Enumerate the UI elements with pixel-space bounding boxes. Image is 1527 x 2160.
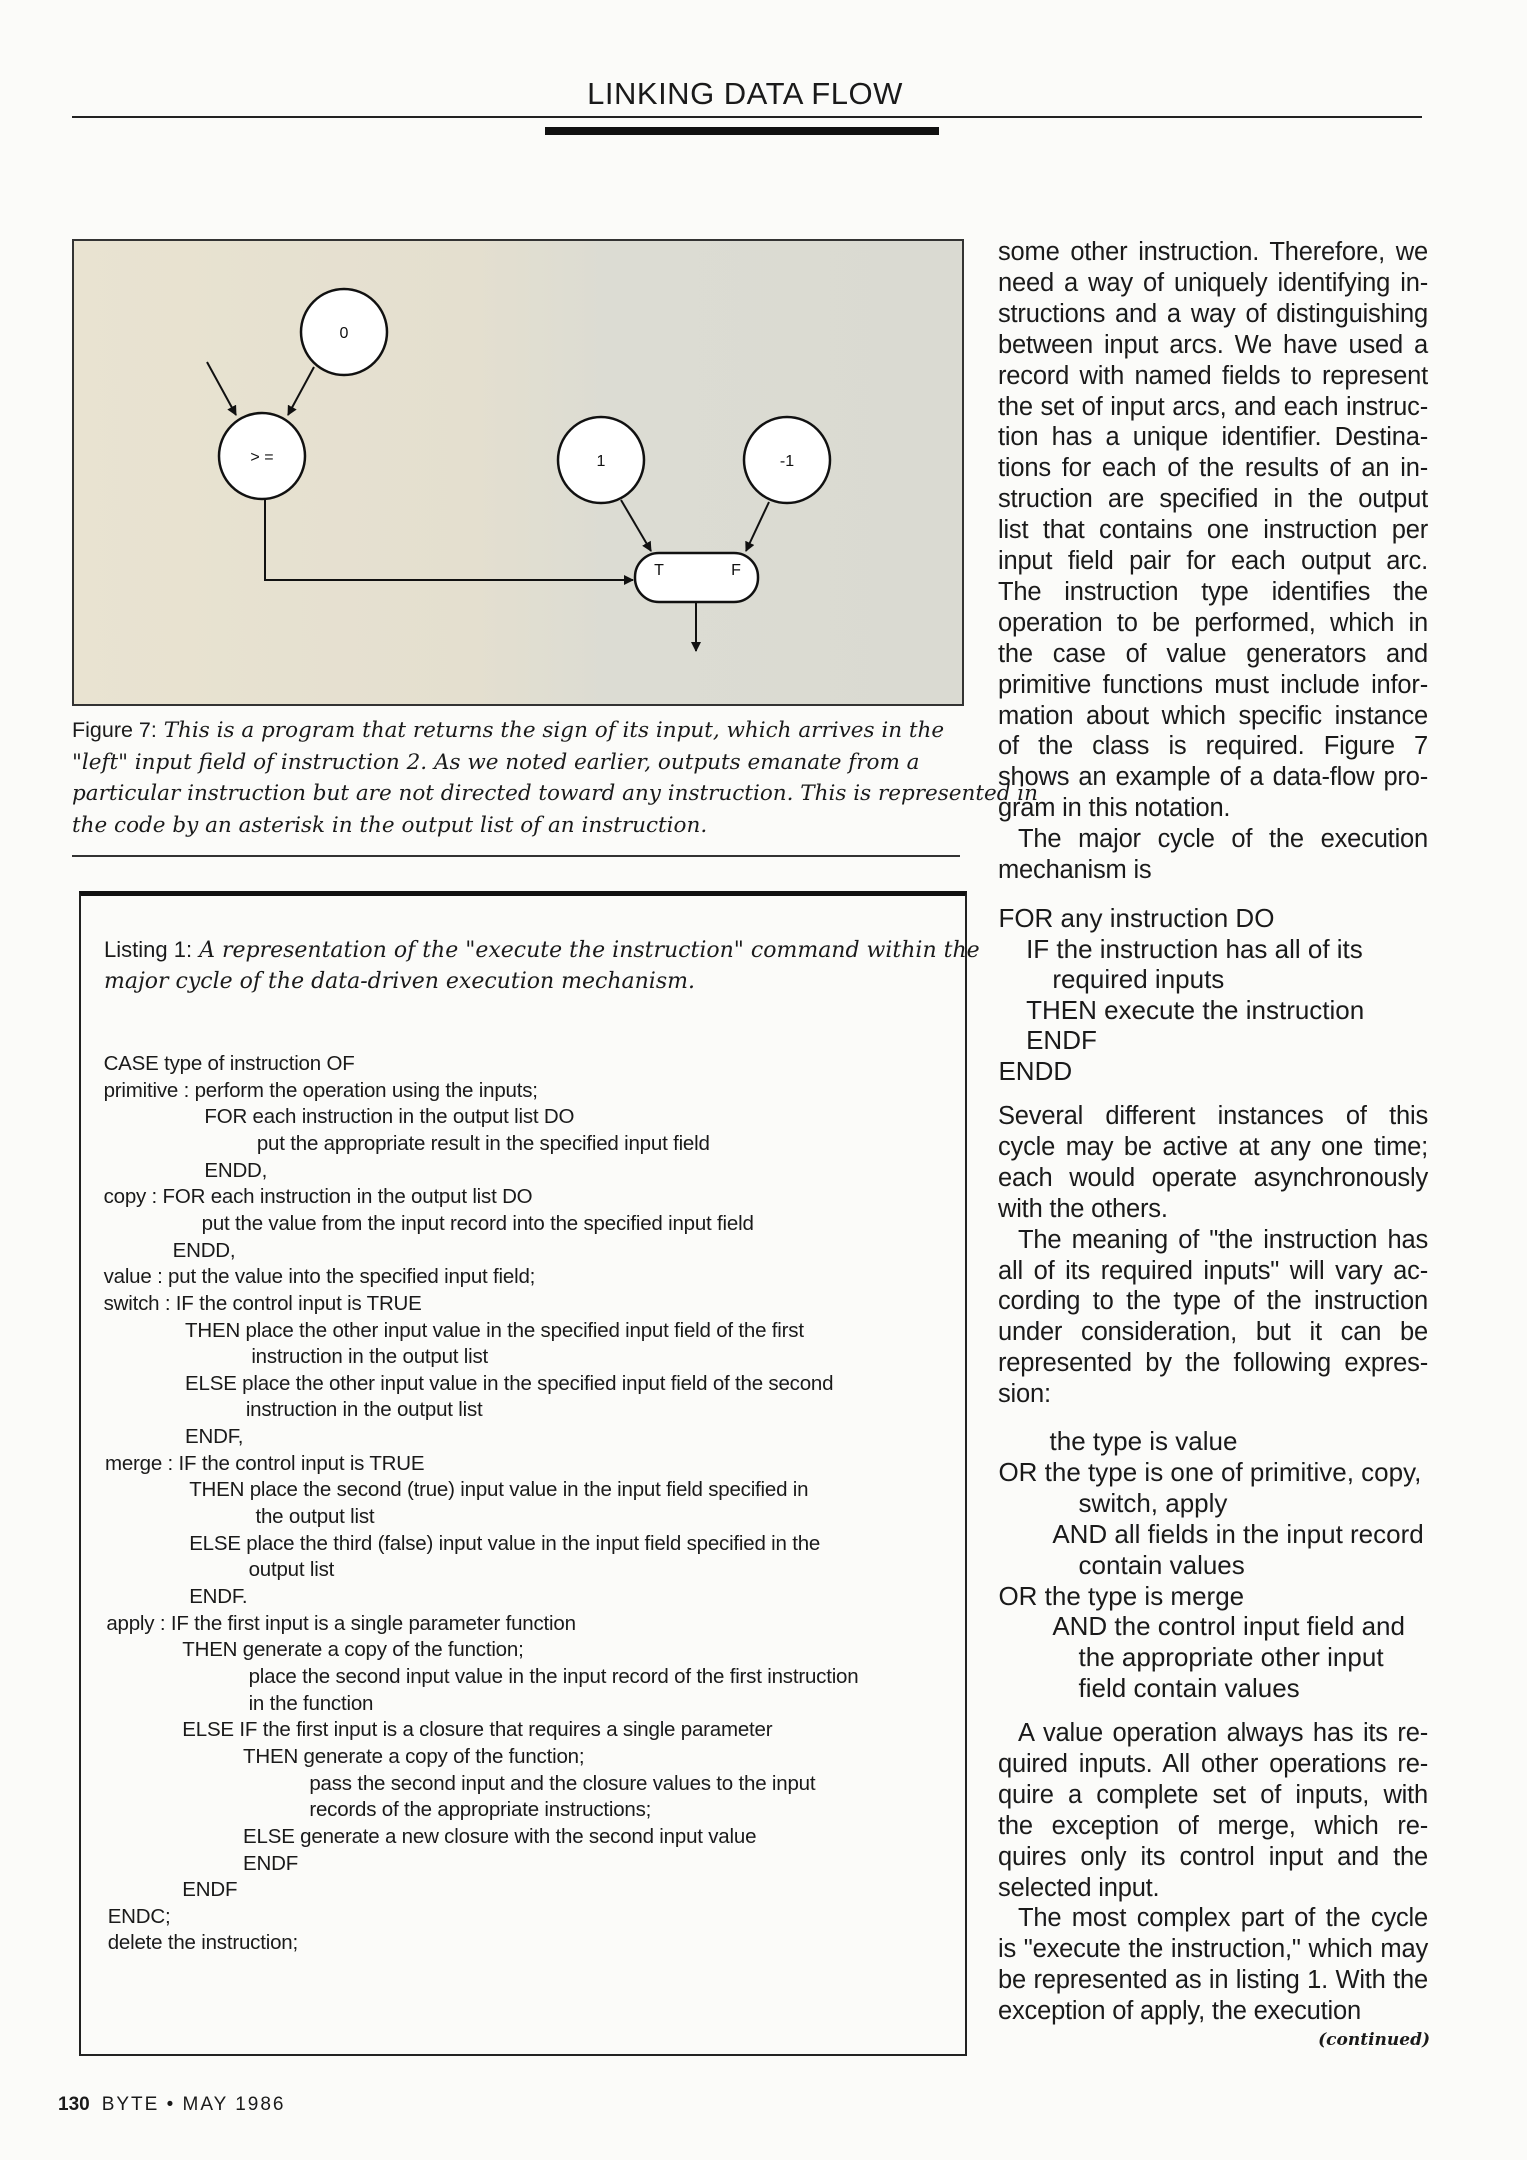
- expression-line: AND the control input field and: [1052, 1611, 1405, 1642]
- expression-line: switch, apply: [1078, 1487, 1228, 1518]
- listing-line: records of the appropriate instructions;: [309, 1798, 652, 1822]
- paragraph-line: primitive functions must include infor-: [998, 670, 1428, 699]
- listing-line: place the second input value in the input record of the first instruction: [248, 1664, 859, 1688]
- paragraph-line: cycle may be active at any one time;: [998, 1132, 1428, 1161]
- expression-line: OR the type is merge: [998, 1580, 1245, 1611]
- paragraph-line: operation to be performed, which in: [998, 608, 1428, 637]
- continued-note: (continued): [1318, 2030, 1430, 2050]
- expression-line: field contain values: [1078, 1673, 1300, 1704]
- listing-line: THEN generate a copy of the function;: [182, 1638, 524, 1662]
- paragraph-line: The major cycle of the execution: [1018, 825, 1428, 854]
- cycle-code-line: IF the instruction has all of its: [1026, 933, 1363, 964]
- paragraph-line: list that contains one instruction per: [998, 516, 1428, 545]
- paragraph-line: need a way of uniquely identifying in-: [998, 268, 1428, 297]
- paragraph-line: between input arcs. We have used a: [998, 330, 1428, 359]
- node-zero-label: 0: [339, 325, 349, 342]
- paragraph-line: the set of input arcs, and each instruc-: [998, 392, 1428, 421]
- listing-line: ENDF.: [189, 1585, 248, 1608]
- listing-line: THEN generate a copy of the function;: [243, 1744, 585, 1768]
- listing-line: instruction in the output list: [251, 1345, 489, 1369]
- caption-text: particular instruction but are not directed toward any instruction. This is represented in: [72, 781, 1039, 806]
- paragraph-line: all of its required inputs" will vary ac-: [998, 1256, 1428, 1285]
- paragraph-line: some other instruction. Therefore, we: [998, 238, 1428, 266]
- listing-line: ELSE place the third (false) input value in the input field specified in the: [189, 1531, 821, 1555]
- false-port-label: F: [731, 562, 741, 579]
- node-gte-label: > =: [250, 449, 274, 466]
- listing-line: THEN place the second (true) input value in the input field specified in: [189, 1478, 809, 1502]
- paragraph-line: selected input.: [998, 1873, 1160, 1902]
- listing-line: primitive : perform the operation using the inputs;: [103, 1078, 538, 1102]
- paragraph-line: the exception of merge, which re-: [998, 1811, 1428, 1840]
- paragraph-line: is "execute the instruction," which may: [998, 1935, 1428, 1964]
- listing-line: THEN place the other input value in the specified input field of the first: [185, 1318, 804, 1342]
- listing-line: switch : IF the control input is TRUE: [103, 1291, 422, 1315]
- caption-line: [72, 718, 945, 743]
- page-footer: [58, 2094, 286, 2116]
- listing-line: ENDC;: [107, 1904, 171, 1928]
- cycle-code-line: ENDD: [998, 1055, 1073, 1086]
- paragraph-line: of the class is required. Figure 7: [998, 732, 1428, 761]
- paragraph-line: quires only its control input and the: [998, 1842, 1428, 1871]
- listing-label: Listing 1:: [104, 937, 193, 962]
- listing-line: ENDF: [243, 1851, 299, 1875]
- paragraph-line: A value operation always has its re-: [1018, 1719, 1428, 1747]
- arc-neg-one-to-false: [746, 502, 769, 551]
- listing-line: ELSE generate a new closure with the second input value: [243, 1824, 757, 1848]
- listing-line: delete the instruction;: [107, 1931, 298, 1955]
- listing-caption-line: [104, 937, 980, 963]
- paragraph-line: sion:: [998, 1380, 1051, 1409]
- listing-line: the output list: [255, 1505, 375, 1529]
- listing-line: ENDF,: [185, 1425, 244, 1449]
- paragraph-line: mation about which specific instance: [998, 701, 1428, 730]
- caption-text: This is a program that returns the sign of its input, which arrives in the: [163, 718, 945, 743]
- listing-line: ELSE place the other input value in the specified input field of the second: [185, 1371, 834, 1395]
- listing-line: ENDD,: [204, 1158, 268, 1182]
- caption-line: [72, 781, 1039, 806]
- arc-one-to-true: [621, 500, 651, 551]
- cycle-code-line: THEN execute the instruction: [1026, 994, 1365, 1025]
- paragraph-line: be represented as in listing 1. With the: [998, 1966, 1428, 1995]
- paragraph-line: The instruction type identifies the: [998, 577, 1428, 606]
- figure-label: Figure 7:: [72, 718, 157, 742]
- listing-line: copy : FOR each instruction in the output list DO: [103, 1185, 533, 1209]
- paragraph-line: Several different instances of this: [998, 1102, 1428, 1130]
- listing-line: ENDF: [182, 1878, 238, 1902]
- paragraph-line: tions for each of the results of an in-: [998, 454, 1428, 483]
- node-neg-one-label: -1: [779, 453, 795, 470]
- node-one-label: 1: [596, 453, 606, 470]
- paragraph-line: quire a complete set of inputs, with: [998, 1780, 1428, 1809]
- expression-line: AND all fields in the input record: [1052, 1518, 1424, 1549]
- running-header: LINKING DATA FLOW: [587, 76, 903, 111]
- paragraph-line: input field pair for each output arc.: [998, 547, 1428, 575]
- paragraph-line: under consideration, but it can be: [998, 1318, 1428, 1347]
- listing-line: ENDD,: [172, 1238, 236, 1262]
- listing-line: output list: [248, 1558, 335, 1582]
- listing-caption-text: major cycle of the data-driven execution mechanism.: [104, 969, 695, 994]
- listing-line: put the appropriate result in the specified input field: [256, 1131, 710, 1155]
- listing-line: instruction in the output list: [245, 1398, 483, 1422]
- listing-line: in the function: [248, 1691, 374, 1715]
- caption-line: [72, 749, 920, 775]
- paragraph-line: structions and a way of distinguishing: [998, 299, 1428, 328]
- paragraph-line: quired inputs. All other operations re-: [998, 1749, 1428, 1778]
- listing-line: apply : IF the first input is a single parameter function: [106, 1611, 576, 1635]
- input-arc: [207, 362, 236, 415]
- paragraph-line: cording to the type of the instruction: [998, 1287, 1428, 1316]
- magazine-issue: BYTE • MAY 1986: [101, 2094, 286, 2115]
- paragraph-line: with the others.: [998, 1194, 1168, 1223]
- paragraph-line: The most complex part of the cycle: [1018, 1904, 1428, 1933]
- paragraph-line: struction are specified in the output: [998, 485, 1428, 514]
- expression-line: the type is value: [1049, 1426, 1238, 1456]
- cycle-code-line: required inputs: [1052, 964, 1225, 994]
- listing-line: CASE type of instruction OF: [103, 1052, 355, 1075]
- paragraph-line: the case of value generators and: [998, 639, 1428, 668]
- expression-line: OR the type is one of primitive, copy,: [998, 1456, 1422, 1487]
- paragraph-line: tion has a unique identifier. Destina-: [998, 423, 1428, 452]
- listing-line: value : put the value into the specified input field;: [103, 1265, 536, 1289]
- paragraph-line: The meaning of "the instruction has: [1018, 1225, 1428, 1254]
- arc-gte-to-switch: [265, 499, 633, 580]
- arc-zero-to-gte: [288, 367, 314, 415]
- page-number: 130: [58, 2094, 90, 2115]
- paragraph-line: record with named fields to represent: [998, 361, 1428, 390]
- caption-rule: [72, 855, 960, 857]
- paragraph-line: each would operate asynchronously: [998, 1163, 1428, 1192]
- true-port-label: T: [654, 562, 664, 579]
- listing-caption-text: A representation of the "execute the instruction" command within the: [199, 938, 980, 963]
- listing-line: FOR each instruction in the output list DO: [204, 1105, 575, 1129]
- listing-line: merge : IF the control input is TRUE: [104, 1451, 425, 1475]
- cycle-code-line: ENDF: [1026, 1025, 1097, 1055]
- listing-line: pass the second input and the closure values to the input: [309, 1771, 816, 1795]
- paragraph-line: represented by the following expres-: [998, 1349, 1428, 1378]
- expression-line: the appropriate other input: [1078, 1642, 1384, 1673]
- listing-line: put the value from the input record into the specified input field: [201, 1211, 754, 1235]
- paragraph-line: exception of apply, the execution: [998, 1997, 1361, 2026]
- listing-caption-line: [104, 969, 914, 994]
- caption-line: [72, 813, 916, 838]
- paragraph-line: shows an example of a data-flow pro-: [998, 763, 1428, 792]
- expression-line: contain values: [1078, 1549, 1245, 1580]
- listing-line: ELSE IF the first input is a closure that requires a single parameter: [182, 1718, 773, 1742]
- paragraph-line: gram in this notation.: [998, 794, 1231, 823]
- caption-text: the code by an asterisk in the output list of an instruction.: [72, 812, 708, 838]
- cycle-code-line: FOR any instruction DO: [998, 903, 1275, 933]
- paragraph-line: mechanism is: [998, 856, 1152, 884]
- caption-text: "left" input field of instruction 2. As we noted earlier, outputs emanate from a: [72, 749, 920, 775]
